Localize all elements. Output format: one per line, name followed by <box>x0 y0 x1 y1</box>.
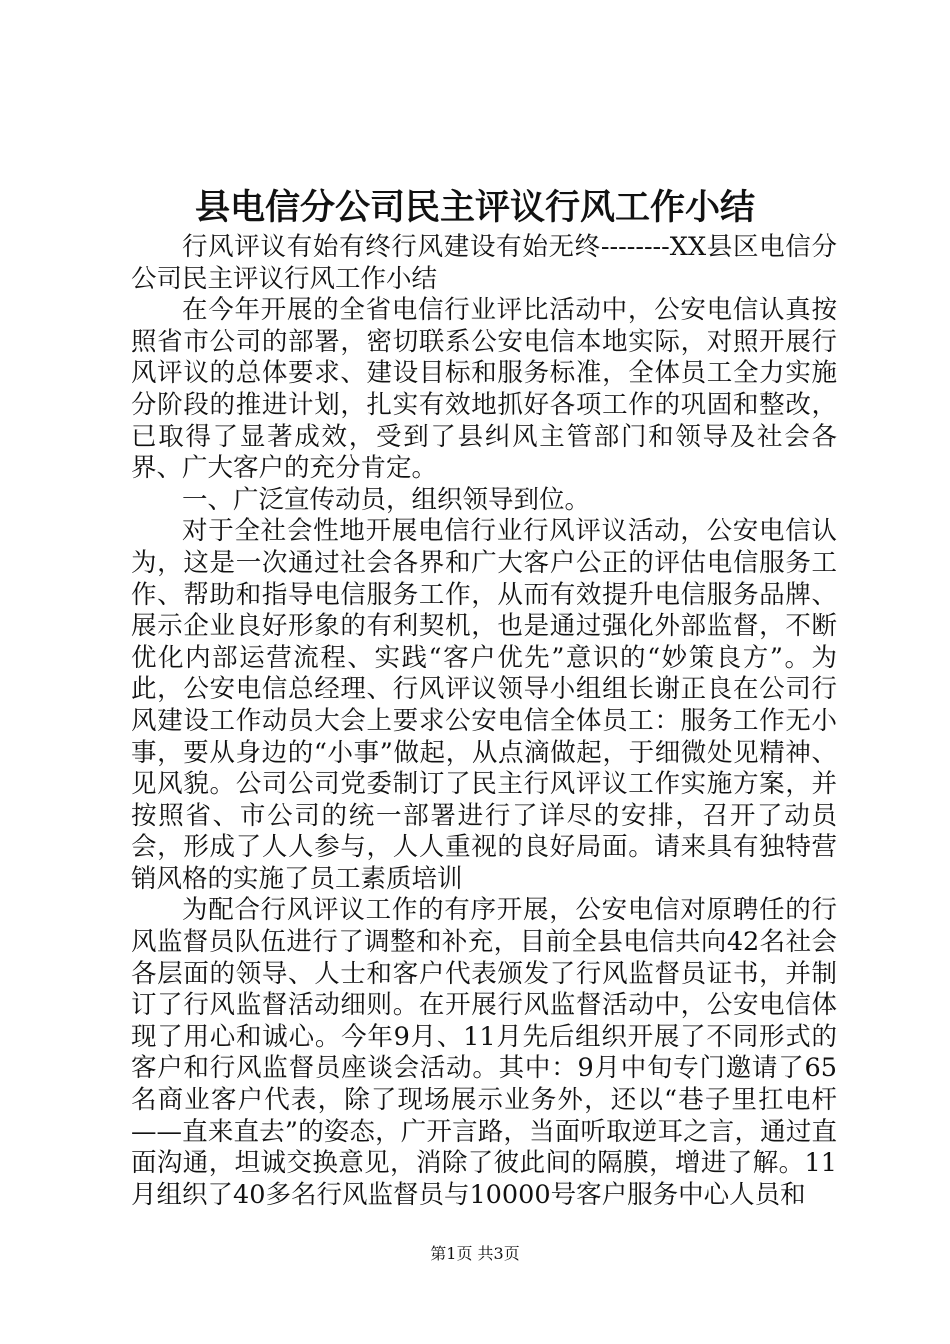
page-footer: 第1页 共3页 <box>430 1244 520 1263</box>
paragraph-intro: 在今年开展的全省电信行业评比活动中，公安电信认真按照省市公司的部署，密切联系公安电信本地实际，对照开展行风评议的总体要求、建设目标和服务标准，全体员工全力实施分阶段的推进计划，扎实有效地抓好各项工作的巩固和整改，已取得了显著成效，受到了县纠风主管部门和领导及社会各界、广大客户的充分肯定。 <box>131 295 837 484</box>
paragraph-subtitle: 行风评议有始有终行风建设有始无终--------XX县区电信分公司民主评议行风工作小结 <box>131 232 837 294</box>
paragraph-body: 为配合行风评议工作的有序开展，公安电信对原聘任的行风监督员队伍进行了调整和补充，目前全县电信共向42名社会各层面的领导、人士和客户代表颁发了行风监督员证书，并制订了行风监督活动细则。在开展行风监督活动中，公安电信体现了用心和诚心。今年9月、11月先后组织开展了不同形式的客户和行风监督员座谈会活动。其中：9月中旬专门邀请了65名商业客户代表，除了现场展示业务外，还以“巷子里扛电杆——直来直去”的姿态，广开言路，当面听取逆耳之言，通过直面沟通，坦诚交换意见，消除了彼此间的隔膜，增进了解。11月组织了40多名行风监督员与10000号客户服务中心人员和 <box>131 895 837 1210</box>
section-heading: 一、广泛宣传动员，组织领导到位。 <box>182 484 591 515</box>
paragraph-body: 对于全社会性地开展电信行业行风评议活动，公安电信认为，这是一次通过社会各界和广大客户公正的评估电信服务工作、帮助和指导电信服务工作，从而有效提升电信服务品牌、展示企业良好形象的有利契机，也是通过强化外部监督，不断优化内部运营流程、实践“客户优先”意识的“妙策良方”。为此，公安电信总经理、行风评议领导小组组长谢正良在公司行风建设工作动员大会上要求公安电信全体员工：服务工作无小事，要从身边的“小事”做起，从点滴做起，于细微处见精神、见风貌。公司公司党委制订了民主行风评议工作实施方案，并按照省、市公司的统一部署进行了详尽的安排，召开了动员会，形成了人人参与，人人重视的良好局面。请来具有独特营销风格的实施了员工素质培训 <box>131 516 837 894</box>
document-body <box>131 232 837 1211</box>
document-title: 县电信分公司民主评议行风工作小结 <box>194 188 755 228</box>
